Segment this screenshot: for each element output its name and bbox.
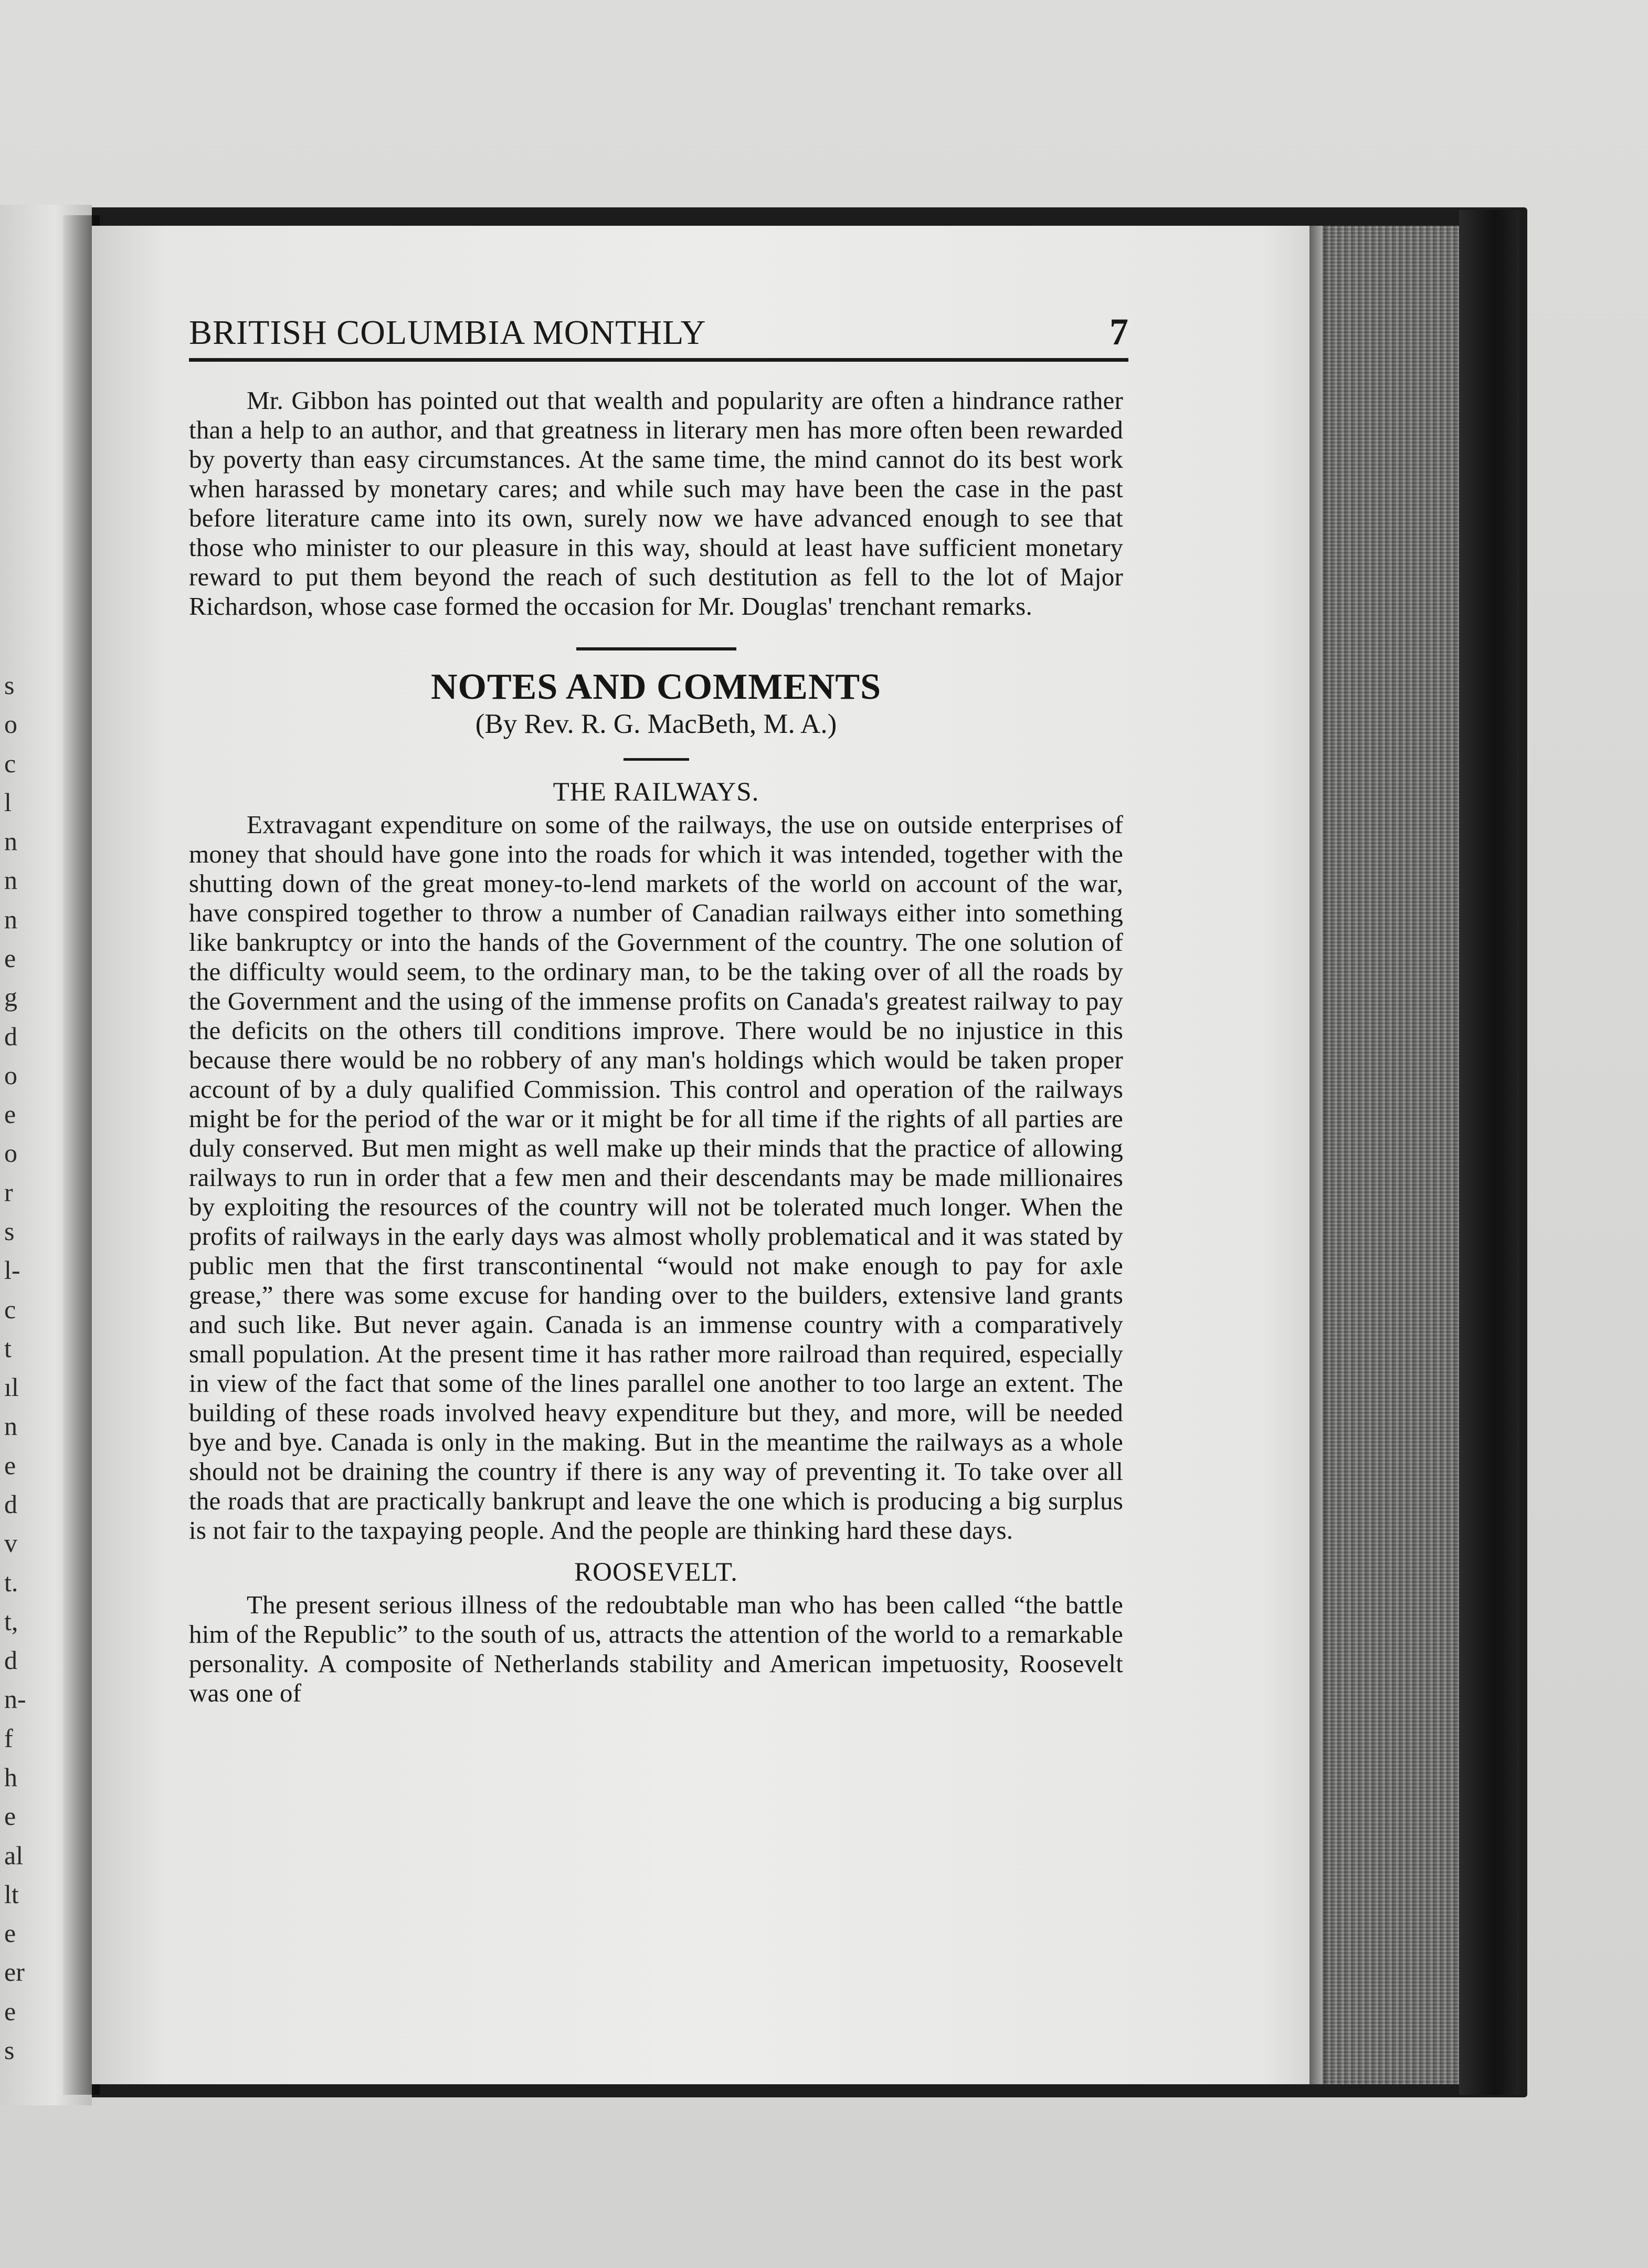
page-block-edges [1312,226,1470,2084]
facing-page-fragment: e [4,1918,16,1948]
facing-page-fragment: d [4,1645,17,1675]
facing-page-fragment: l- [4,1255,20,1285]
facing-page-fragment: o [4,1060,17,1090]
facing-page-fragment: e [4,1801,16,1831]
book-binding-edge [1459,210,1519,2095]
facing-page-fragment: r [4,1178,13,1207]
facing-page-fragment: o [4,709,17,739]
intro-paragraph: Mr. Gibbon has pointed out that wealth and popularity are often a hindrance rather than a help to an author, and that greatness in literary men has more often been rewarded by poverty than easy circumstances. At the same time, the mind cannot do its best work when harassed by monetary cares; and while such may have been the case in the past before literature came into its own, surely now we have advanced enough to see that those who minister to our pleasure in this way, should at least have sufficient monetary reward to put them beyond the reach of such destitution as fell to the lot of Major Richardson, whose case formed the occasion for Mr. Douglas' trenchant remarks. [189,386,1123,621]
facing-page-fragment: h [4,1762,17,1792]
page-text [189,386,1123,1708]
facing-page-fragment: e [4,1451,16,1480]
section-title: NOTES AND COMMENTS [430,667,882,707]
facing-page-fragment: n- [4,1684,26,1714]
facing-page-fragment: e [4,943,16,973]
running-header [189,311,1128,362]
facing-page-fragment: d [4,1489,17,1519]
facing-page-fragment: o [4,1138,17,1168]
facing-page-fragment: d [4,1022,17,1051]
railways-paragraph: Extravagant expenditure on some of the railways, the use on outside enterprises of money that should have gone into the roads for which it was intended, together with the shutting down of the great money-to-lend markets of the world on account of the war, have conspired together to throw a number of Canadian railways either into something like bankruptcy or into the hands of the Government of the country. The one solution of the difficulty would seem, to the ordinary man, to be the taking over of all the roads by the Government and the using of the immense profits on Canada's greatest railway to pay the deficits on the others till conditions improve. There would be no injustice in this because there would be no robbery of any man's holdings which would be taken proper account of by a duly qualified Commission. This control and operation of the railways might be for the period of the war or it might be for all time if the rights of all parties are duly conserved. But men might as well make up their minds that the practice of allowing railways to run in order that a few men and their descendants may be made millionaires by exploiting the resources of the country will not be tolerated much longer. When the profits of railways in the early days was almost wholly problematical and it was stated by public men that the first transcontinental “would not make enough to pay for axle grease,” there was some excuse for handing over to the builders, extensive land grants and such like. But never again. Canada is an immense country with a comparatively small population. At the present time it has rather more railroad than required, especially in view of the fact that some of the lines parallel one another to too large an extent. The building of these roads involved heavy expenditure but they, and more, will be needed bye and bye. Canada is only in the making. But in the meantime the railways as a whole should not be draining the country if there is any way of preventing it. To take over all the roads that are practically bankrupt and leave the one which is producing a big surplus is not fair to the taxpaying people. And the people are thinking hard these days. [189,810,1123,1545]
roosevelt-paragraph: The present serious illness of the redoubtable man who has been called “the battle him of the Republic” to the south of us, attracts the attention of the world to a remarkable personality. A composite of Netherlands stability and American impetuosity, Roosevelt was one of [189,1590,1123,1707]
facing-page-fragment: v [4,1528,17,1558]
section-rule [576,647,736,650]
facing-page-fragment: n [4,905,17,934]
byline-rule [624,758,689,761]
facing-page-fragment: e [4,1099,16,1129]
facing-page-fragment: e [4,1997,16,2026]
facing-page-fragment: t. [4,1568,18,1597]
facing-page-fragment: g [4,982,17,1012]
facing-page-fragment: n [4,865,17,895]
page-edge-shadow [1309,226,1330,2084]
facing-page-fragment: t, [4,1606,18,1636]
facing-page-fragment: lt [4,1880,19,1909]
facing-page-fragment: er [4,1957,25,1987]
byline: (By Rev. R. G. MacBeth, M. A.) [475,709,837,739]
facing-page-fragment: s [4,1216,15,1246]
facing-page-fragment: c [4,749,16,778]
facing-page-fragment: n [4,826,17,856]
facing-page-text-fragments [0,0,92,2268]
facing-page-fragment: s [4,2035,15,2065]
facing-page-fragment: s [4,670,15,700]
railways-heading: THE RAILWAYS. [553,778,759,807]
facing-page-fragment: l [4,788,12,817]
facing-page-fragment: n [4,1411,17,1441]
facing-page-fragment: f [4,1724,13,1753]
facing-page-fragment: c [4,1295,16,1324]
facing-page-fragment: t [4,1334,12,1363]
facing-page-fragment: ıl [4,1372,19,1402]
facing-page-fragment: al [4,1841,24,1870]
page-number: 7 [1110,311,1128,353]
roosevelt-heading: ROOSEVELT. [574,1558,738,1587]
journal-title: BRITISH COLUMBIA MONTHLY [189,313,706,352]
